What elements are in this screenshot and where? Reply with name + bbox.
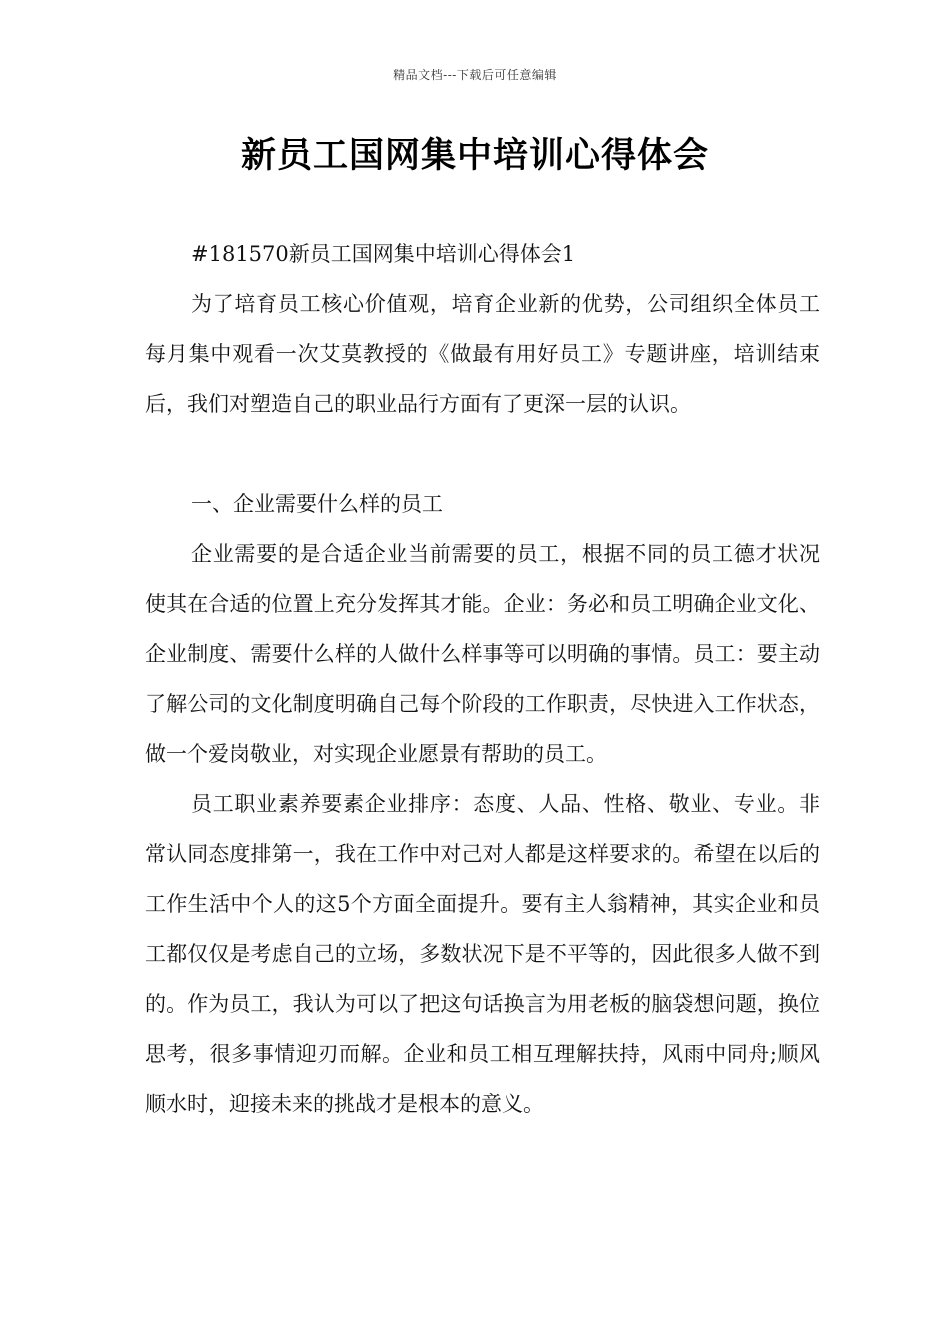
intro-paragraph: 为了培育员工核心价值观，培育企业新的优势，公司组织全体员工每月集中观看一次艾莫教授的《做最有用好员工》专题讲座，培训结束后，我们对塑造自己的职业品行方面有了更深一层的认识。	[145, 292, 820, 416]
paragraph-spacer	[145, 429, 820, 479]
section-paragraph-2: 员工职业素养要素企业排序：态度、人品、性格、敬业、专业。非常认同态度排第一，我在工作中对己对人都是这样要求的。希望在以后的工作生活中个人的这5个方面全面提升。要有主人翁精神，其实企业和员工都仅仅是考虑自己的立场，多数状况下是不平等的，因此很多人做不到的。作为员工，我认为可以了把这句话换言为用老板的脑袋想问题，换位思考，很多事情迎刃而解。企业和员工相互理解扶持，风雨中同舟;顺风顺水时，迎接未来的挑战才是根本的意义。	[145, 792, 820, 1116]
section-paragraph-1: 企业需要的是合适企业当前需要的员工，根据不同的员工德才状况使其在合适的位置上充分发挥其才能。企业：务必和员工明确企业文化、企业制度、需要什么样的人做什么样事等可以明确的事情。员工：要主动了解公司的文化制度明确自己每个阶段的工作职责，尽快进入工作状态，做一个爱岗敬业，对实现企业愿景有帮助的员工。	[145, 542, 820, 766]
document-title: 新员工国网集中培训心得体会	[240, 136, 709, 176]
document-body	[145, 229, 820, 1129]
section-heading: 一、企业需要什么样的员工	[191, 492, 443, 516]
document-subtitle: #181570新员工国网集中培训心得体会1	[191, 242, 576, 266]
header-note: 精品文档---下载后可任意编辑	[393, 68, 557, 82]
